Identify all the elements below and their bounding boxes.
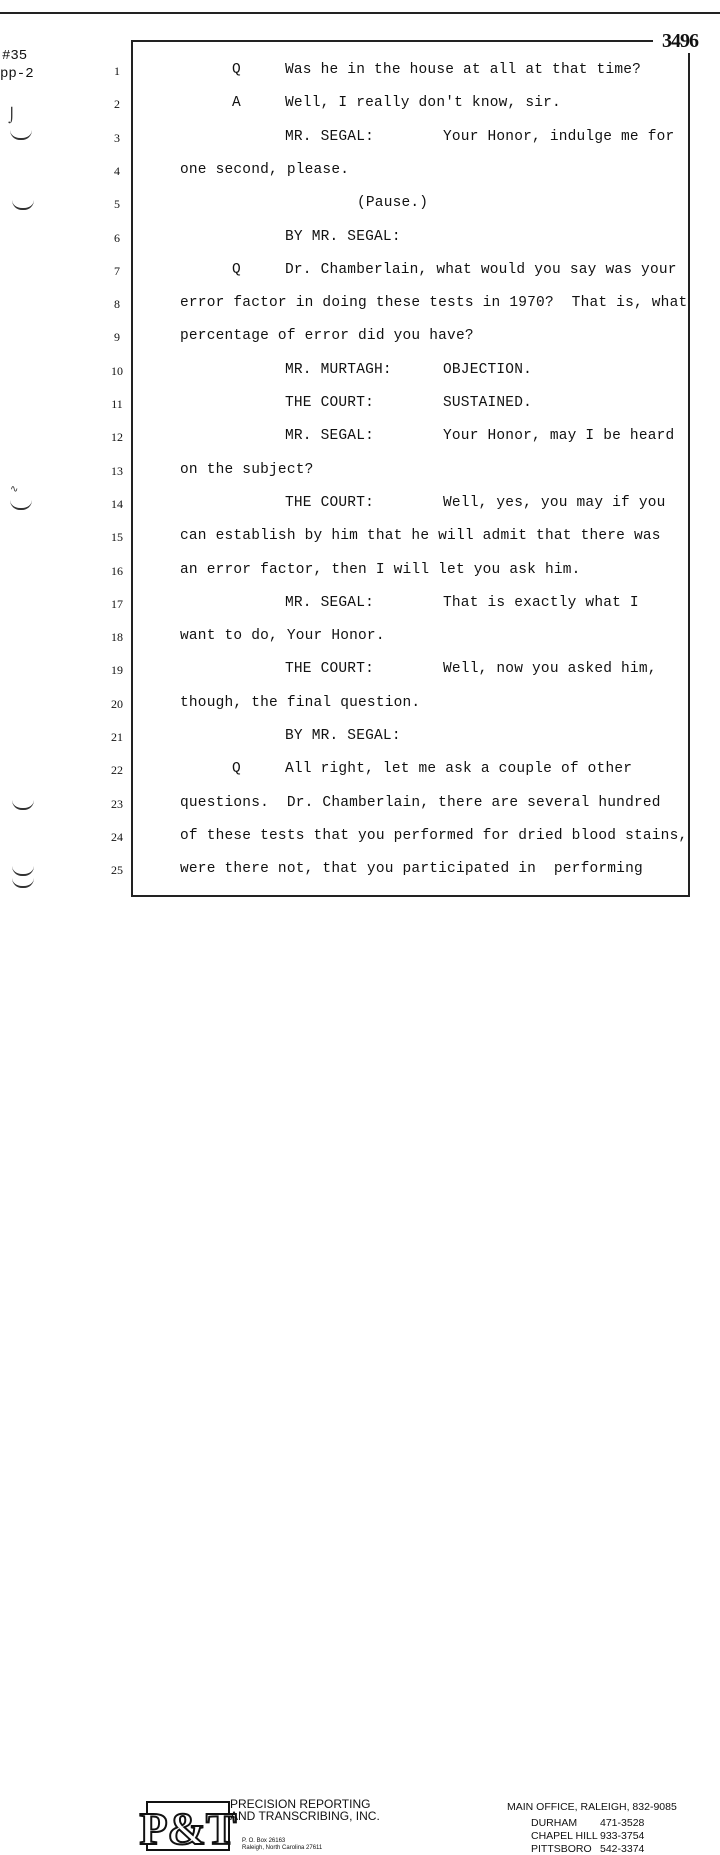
line-number: 25 (111, 863, 123, 878)
line-number: 1 (114, 64, 120, 78)
line-number: 10 (111, 363, 123, 378)
transcript-text: MR. SEGAL: (285, 128, 375, 145)
transcript-text: of these tests that you performed for dried blood stains, (180, 827, 688, 844)
transcript-text: Your Honor, may I be heard (443, 428, 675, 445)
line-number: 19 (111, 663, 123, 678)
transcript-text: were there not, that you participated in performing (180, 861, 643, 878)
margin-note-pages: pp-2 (0, 66, 34, 82)
line-number: 3 (114, 130, 120, 145)
hole-punch-mark (10, 500, 32, 510)
transcript-text: SUSTAINED. (443, 395, 533, 411)
transcript-text: Q (232, 761, 241, 778)
transcript-text: though, the final question. (180, 694, 421, 711)
transcript-text: MR. MURTAGH: (285, 361, 392, 378)
main-office: MAIN OFFICE, RALEIGH, 832-9085 (507, 1801, 677, 1813)
hole-punch-mark: ⌡ (8, 108, 16, 124)
transcript-text: MR. SEGAL: (285, 428, 375, 445)
transcript-text: want to do, Your Honor. (180, 628, 385, 645)
transcript-text: Your Honor, indulge me for (443, 128, 675, 145)
line-number: 16 (111, 563, 123, 578)
transcript-text: Dr. Chamberlain, what would you say was your (285, 261, 677, 278)
company-name (230, 1798, 380, 1822)
line-number: 6 (114, 230, 120, 245)
line-number: 23 (111, 796, 123, 811)
po-city-line: Raleigh, North Carolina 27611 (242, 1845, 323, 1851)
transcript-text: BY MR. SEGAL: (285, 728, 401, 744)
hole-punch-mark (12, 866, 34, 876)
transcript-text: BY MR. SEGAL: (285, 228, 401, 245)
transcript-text: one second, please. (180, 161, 350, 178)
office-phone: 542-3374 (600, 1843, 645, 1855)
line-number: 24 (111, 829, 123, 844)
line-number: 12 (111, 430, 123, 445)
line-number: 11 (111, 397, 123, 411)
transcript-text: Q (232, 261, 241, 278)
line-number: 18 (111, 630, 123, 645)
hole-punch-mark (12, 878, 34, 888)
line-number: 5 (114, 197, 120, 212)
office-phone: 471-3528 (600, 1817, 645, 1829)
line-number: 8 (114, 297, 120, 312)
transcript-text: Was he in the house at all at that time? (285, 62, 642, 78)
transcript-text: Q (232, 62, 241, 78)
line-number: 14 (111, 496, 123, 511)
hole-punch-mark (10, 130, 32, 140)
transcript-text: error factor in doing these tests in 1970? That is, what (180, 295, 688, 312)
company-line-2: AND TRANSCRIBING, INC. (230, 1809, 380, 1823)
po-box-line: P. O. Box 26163 (242, 1838, 286, 1844)
line-number: 13 (111, 463, 123, 478)
transcript-text: (Pause.) (357, 195, 429, 212)
transcript-text: That is exactly what I (443, 594, 639, 611)
line-number: 4 (114, 163, 120, 178)
office-city: PITTSBORO (531, 1843, 592, 1855)
transcript-text: percentage of error did you have? (180, 328, 474, 345)
transcript-text: questions. Dr. Chamberlain, there are several hundred (180, 794, 661, 811)
line-number: 17 (111, 596, 123, 611)
hole-punch-mark (12, 800, 34, 810)
office-city: CHAPEL HILL (531, 1830, 598, 1842)
transcript-text: an error factor, then I will let you ask him. (180, 561, 581, 578)
office-phone: 933-3754 (600, 1830, 645, 1842)
office-city: DURHAM (531, 1817, 578, 1829)
pt-logo (139, 1800, 237, 1854)
transcript-text: Well, yes, you may if you (443, 494, 666, 511)
line-number: 2 (114, 97, 120, 112)
page-number: 3496 (662, 30, 698, 52)
line-number: 7 (114, 263, 120, 278)
transcript-text: THE COURT: (285, 395, 375, 411)
top-rule (0, 12, 720, 14)
transcript-text: can establish by him that he will admit that there was (180, 528, 661, 545)
margin-note-exhibit: #35 (2, 48, 28, 64)
hole-punch-mark: ∿ (10, 484, 19, 495)
transcript-text: THE COURT: (285, 661, 375, 678)
line-number: 9 (114, 330, 120, 345)
line-number: 22 (111, 763, 123, 778)
transcript-text: All right, let me ask a couple of other (285, 761, 633, 778)
po-box (242, 1838, 322, 1852)
transcript-text: A (232, 95, 241, 112)
transcript-text: on the subject? (180, 461, 314, 478)
line-number: 21 (111, 730, 123, 744)
line-number: 20 (111, 696, 123, 711)
hole-punch-mark (12, 200, 34, 210)
transcript-text: Well, I really don't know, sir. (285, 95, 561, 112)
transcript-text: THE COURT: (285, 494, 375, 511)
transcript-frame-top (131, 40, 653, 42)
transcript-text: MR. SEGAL: (285, 594, 375, 611)
transcript-text: Well, now you asked him, (443, 661, 657, 678)
footer (0, 898, 720, 1855)
transcript-text: OBJECTION. (443, 361, 533, 378)
logo-text: P&T (139, 1803, 237, 1854)
line-number: 15 (111, 530, 123, 545)
company-line-1: PRECISION REPORTING (230, 1797, 371, 1811)
